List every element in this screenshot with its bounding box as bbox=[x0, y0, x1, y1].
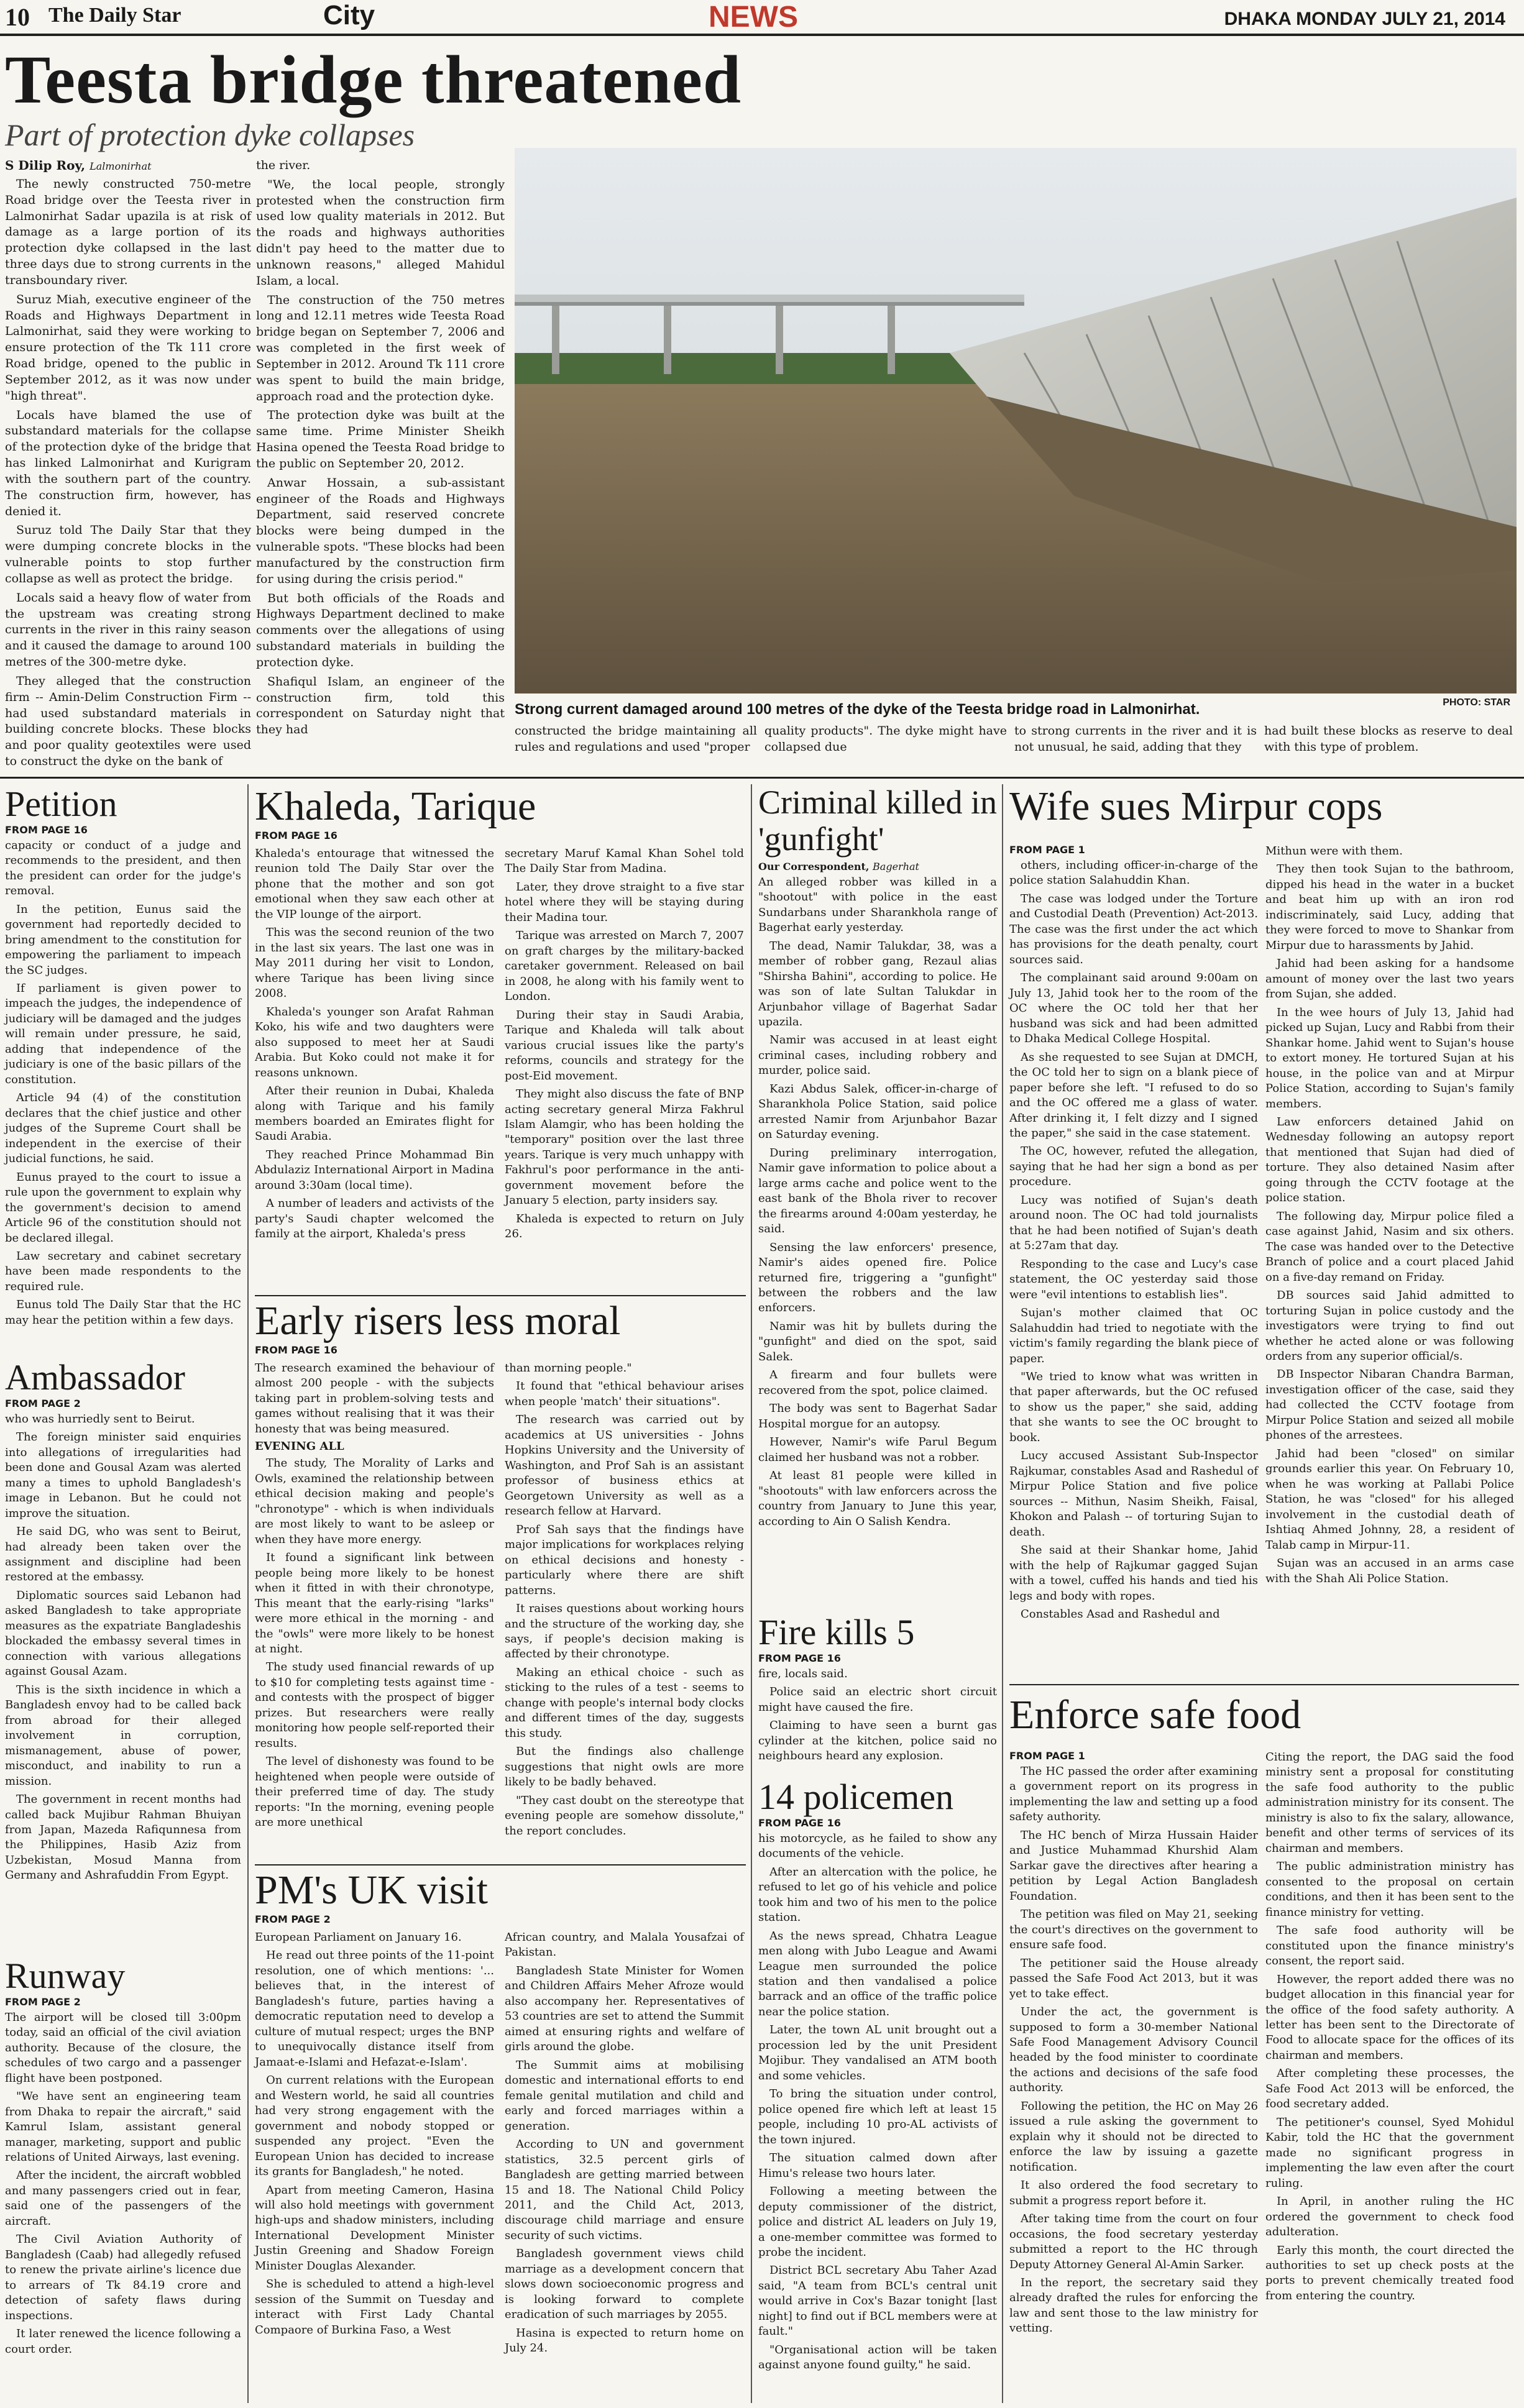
paragraph: DB Inspector Nibaran Chandra Barman, investigation officer of the case, said they had collected the CCTV footage from Mirpur Police Station and seized all mobile phones of the arrestees. bbox=[1265, 1368, 1514, 1442]
paragraph: Later, the town AL unit brought out a procession led by the unit President Mojibur. They vandalised an ATM booth and some vehicles. bbox=[758, 2023, 997, 2082]
paragraph: Law enforcers detained Jahid on Wednesday following an autopsy report that mentioned that Sujan had died of torture. They also detained Nasim after going through the CCTV footage at the police station. bbox=[1265, 1115, 1514, 1205]
story-enforce-safe-food bbox=[1009, 1692, 1519, 2335]
paragraph: If parliament is given power to impeach the judges, the independence of judiciary will be damaged and the judges will remain under pressure, he said, adding that independence of the judiciary is one of the basic pillars of the constitution. bbox=[5, 982, 241, 1086]
column-rule bbox=[751, 784, 752, 2403]
paragraph: At least 81 people were killed in "shootouts" with law enforcers across the country from January to June this year, according to Ain O Salish Kendra. bbox=[758, 1469, 997, 1528]
story-body bbox=[5, 2010, 241, 2357]
byline-name: S Dilip Roy bbox=[5, 158, 81, 173]
paragraph: Locals said a heavy flow of water from the upstream was creating strong currents in the river in this rainy season and it caused the damage to around 100 metres of the 300-metre dyke. bbox=[5, 590, 251, 669]
paragraph: Mithun were with them. bbox=[1265, 845, 1403, 858]
paragraph: "Organisational action will be taken against anyone found guilty," he said. bbox=[758, 2343, 997, 2372]
paragraph: Sensing the law enforcers' presence, Namir's aides opened fire. Police returned fire, triggering a "gunfight" between the robbers and the law enforcers. bbox=[758, 1240, 997, 1315]
story-column-2 bbox=[1265, 844, 1514, 1590]
paragraph: The Civil Aviation Authority of Bangladesh (Caab) had allegedly refused to renew the private airline's licence due to arrears of Tk 84.19 crore and detection of safety flaws during inspections. bbox=[5, 2233, 241, 2322]
paragraph: It later renewed the licence following a court order. bbox=[5, 2327, 241, 2356]
paragraph: After taking time from the court on four occasions, the food secretary yesterday submitted a report to the HC through Deputy Attorney General Al-Amin Sarker. bbox=[1009, 2212, 1258, 2271]
paragraph: Suruz told The Daily Star that they were dumping concrete blocks in the vulnerable points to stop further collapse as well as protect the bridge. bbox=[5, 523, 251, 585]
paragraph: But both officials of the Roads and Highways Department declined to make comments over the allegations of using substandard materials in building the protection dyke. bbox=[256, 591, 505, 669]
lead-headline: Teesta bridge threatened bbox=[5, 42, 742, 117]
lead-tail-column-3 bbox=[1014, 723, 1257, 759]
story-14-policemen bbox=[758, 1777, 997, 2376]
paragraph: They then took Sujan to the bathroom, dipped his head in the water in a bucket and beat him up with an iron rod indiscriminately, said Lucy, adding that they were forced to move to Shankar from Mirpur due to harassments by Jahid. bbox=[1265, 863, 1514, 952]
paragraph: the river. bbox=[256, 158, 311, 172]
paragraph: They might also discuss the fate of BNP acting secretary general Mirza Fakhrul Islam Alamgir, who has been holding the "temporary" position over the last three years. Tarique is very much unhappy with Fakhrul's poor performance in the anti-government movement before the January 5 election, party insiders say. bbox=[505, 1087, 744, 1207]
photo-credit: PHOTO: STAR bbox=[1443, 697, 1510, 708]
paragraph: Citing the report, the DAG said the food ministry sent a proposal for constituting the safe food authority to the public administration ministry for its consent. The ministry is also to fix the salary, allowance, benefit and other terms of services of its chairman and members. bbox=[1265, 1751, 1514, 1855]
story-headline: Khaleda, Tarique bbox=[255, 784, 536, 829]
paragraph: The complainant said around 9:00am on July 13, Jahid took her to the room of the OC where the OC told her that her husband was sick and had been admitted to Dhaka Medical College Hospital. bbox=[1009, 971, 1258, 1046]
paragraph: Following the petition, the HC on May 26 issued a rule asking the government to explain why it should not be directed to enforce the law by issuing a gazette notification. bbox=[1009, 2099, 1258, 2174]
paragraph: Bangladesh government views child marriage as a development concern that slows down socioeconomic progress and is looking forward to complete eradication of such marriages by 2055. bbox=[505, 2247, 744, 2322]
paragraph: Lucy accused Assistant Sub-Inspector Rajkumar, constables Asad and Rashedul of Mirpur Police Station and five police sources -- Mithun, Nasim Sheikh, Faisal, Khokon and Palash -- of torturing Sujan to death. bbox=[1009, 1449, 1258, 1539]
paragraph: The research examined the behaviour of almost 200 people - with the subjects taking part in problem-solving tests and games without realising that it was their honesty that was being measured. bbox=[255, 1362, 494, 1435]
paragraph: Anwar Hossain, a sub-assistant engineer of the Roads and Highways Department, said reserved concrete blocks were being dumped in the vulnerable spots. "These blocks had been manufactured by the construction firm for using during the crisis period." bbox=[256, 475, 505, 586]
paragraph: In the wee hours of July 13, Jahid had picked up Sujan, Lucy and Rabbi from their Shankar home. Jahid went to Sujan's house to extort money. He tortured Sujan at his house, in the police van and at Mirpur Police Station, according to Sujan's family members. bbox=[1265, 1005, 1514, 1110]
paragraph: Making an ethical choice - such as sticking to the rules of a test - seems to change with people's internal body clocks and different times of the day, suggests this study. bbox=[505, 1665, 744, 1740]
paragraph: Lucy was notified of Sujan's death around noon. The OC had told journalists that he had been notified of Sujan's death at 5:27am that day. bbox=[1009, 1193, 1258, 1253]
paragraph: After completing these processes, the Safe Food Act 2013 will be enforced, the food secretary added. bbox=[1265, 2067, 1514, 2111]
paragraph: European Parliament on January 16. bbox=[255, 1931, 462, 1944]
section-divider bbox=[0, 777, 1524, 779]
story-pm-uk-visit bbox=[255, 1867, 746, 2355]
paragraph: They alleged that the construction firm -- Amin-Delim Construction Firm -- had used substandard materials in building concrete blocks. These blocks and poor quality geotextiles were used to construct the dyke on the bank of bbox=[5, 674, 251, 768]
header-rule bbox=[0, 34, 1524, 36]
paragraph: The HC bench of Mirza Hussain Haider and Justice Muhammad Khurshid Alam Sarkar gave the directives after hearing a petition by Legal Action Bangladesh Foundation. bbox=[1009, 1828, 1258, 1903]
paragraph: secretary Maruf Kamal Khan Sohel told The Daily Star from Madina. bbox=[505, 847, 744, 876]
lead-tail-column-4 bbox=[1264, 723, 1513, 759]
paragraph: After the incident, the aircraft wobbled and many passengers cried out in fear, said one of the passengers of the aircraft. bbox=[5, 2169, 241, 2228]
story-body bbox=[758, 875, 997, 1529]
paragraph: After their reunion in Dubai, Khaleda along with Tarique and his family members boarded an Emirates flight for Saudi Arabia. bbox=[255, 1084, 494, 1143]
paragraph: The dead, Namir Talukdar, 38, was a member of robber gang, Rezaul alias "Shirsha Bahini", according to police. He was son of late Sultan Talukdar in Arjunbahor village of Bagerhat Sadar upazila. bbox=[758, 939, 997, 1028]
paragraph: Diplomatic sources said Lebanon had asked Bangladesh to take appropriate measures as the expatriate Bangladeshis blockaded the embassy several times in connection with various allegations against Gousal Azam. bbox=[5, 1588, 241, 1678]
lead-column-2 bbox=[256, 158, 505, 741]
paragraph: Early this month, the court directed the authorities to set up check posts at the ports to prevent chemically treated food from entering the country. bbox=[1265, 2243, 1514, 2302]
story-body bbox=[5, 838, 241, 1329]
from-page: FROM PAGE 1 bbox=[1009, 1750, 1085, 1762]
from-page: FROM PAGE 16 bbox=[5, 823, 88, 836]
paragraph: Eunus prayed to the court to issue a rule upon the government to explain why the government's decision to amend Article 96 of the constitution should not be declared illegal. bbox=[5, 1170, 241, 1245]
paragraph: his motorcycle, as he failed to show any documents of the vehicle. bbox=[758, 1831, 997, 1861]
paragraph: Namir was accused in at least eight criminal cases, including robbery and murder, police said. bbox=[758, 1033, 997, 1078]
paragraph: Responding to the case and Lucy's case statement, the OC yesterday said those were "evil intentions to establish lies". bbox=[1009, 1257, 1258, 1301]
paragraph: District BCL secretary Abu Taher Azad said, "A team from BCL's central unit would arrive in Cox's Bazar tonight [last night] to find out if BCL members were at fault." bbox=[758, 2264, 997, 2338]
paragraph: A firearm and four bullets were recovered from the spot, police claimed. bbox=[758, 1368, 997, 1397]
paragraph: The following day, Mirpur police filed a case against Jahid, Nasim and six others. The case was handed over to the Detective Branch of police and a court placed Jahid on a five-day remand on Friday. bbox=[1265, 1209, 1514, 1284]
story-column-1 bbox=[255, 1361, 494, 1834]
paragraph: It also ordered the food secretary to submit a progress report before it. bbox=[1009, 2179, 1258, 2207]
story-headline: Ambassador bbox=[5, 1357, 185, 1398]
paragraph: As the news spread, Chhatra League men along with Jubo League and Awami League men surrounded the police station and then vandalised a police barrack and an office of the traffic police near the police station. bbox=[758, 1929, 997, 2018]
story-headline: Fire kills 5 bbox=[758, 1612, 915, 1652]
paragraph: DB sources said Jahid admitted to torturing Sujan in police custody and the investigators were trying to find out whether he acted alone or was following orders from any superior official/s. bbox=[1265, 1289, 1514, 1363]
paragraph: According to UN and government statistics, 32.5 percent girls of Bangladesh are getting married between 15 and 18. The National Child Policy 2011, and the Child Act, 2013, discourage child marriage and ensure security of such victims. bbox=[505, 2138, 744, 2242]
paragraph: The government in recent months had called back Mujibur Rahman Bhuiyan from Japan, Mazeda Rafiqunnesa from the Philippines, Hasib Aziz from Uzbekistan, Mosud Manna from Germany and Ashrafuddin From Egypt. bbox=[5, 1793, 241, 1882]
lead-photo bbox=[515, 148, 1517, 694]
paragraph: She said at their Shankar home, Jahid with the help of Rajkumar gagged Sujan with a towel, cuffed his hands and tied his legs and body with ropes. bbox=[1009, 1544, 1258, 1603]
story-body bbox=[758, 1831, 997, 2373]
paragraph: than morning people." bbox=[505, 1362, 632, 1375]
lead-tail-column-2 bbox=[764, 723, 1007, 759]
paragraph: Police said an electric short circuit might have caused the fire. bbox=[758, 1685, 997, 1714]
paragraph: The foreign minister said enquiries into allegations of irregularities had been done and Gousal Azam was alerted many a times to uphold Bangladesh's image in Lebanon. But he could not improve the situation. bbox=[5, 1431, 241, 1520]
paragraph: Eunus told The Daily Star that the HC may hear the petition within a few days. bbox=[5, 1298, 241, 1327]
lead-subheadline: Part of protection dyke collapses bbox=[5, 117, 415, 152]
from-page: FROM PAGE 1 bbox=[1009, 844, 1085, 856]
paragraph: But the findings also challenge suggestions that night owls are more likely to be badly behaved. bbox=[505, 1745, 744, 1789]
from-page: FROM PAGE 16 bbox=[255, 829, 337, 841]
paragraph: Bangladesh State Minister for Women and Children Affairs Meher Afroze would also accompany her. Representatives of 53 countries are set to attend the Summit aimed at ensuring rights and welfare of girls around the globe. bbox=[505, 1964, 744, 2054]
paragraph: Sujan was an accused in an arms case with the Shah Ali Police Station. bbox=[1265, 1557, 1514, 1585]
paragraph: African country, and Malala Yousafzai of Pakistan. bbox=[505, 1931, 744, 1959]
paragraph: Constables Asad and Rashedul and bbox=[1021, 1608, 1220, 1621]
column-rule bbox=[247, 784, 249, 2403]
byline-place: Lalmonirhat bbox=[90, 160, 152, 172]
story-petition bbox=[5, 784, 241, 1331]
paragraph: After an altercation with the police, he refused to let go of his vehicle and police took him and two of his men to the police station. bbox=[758, 1865, 997, 1925]
paragraph: It found that "ethical behaviour arises when people 'match' their situations". bbox=[505, 1380, 744, 1408]
paragraph: The public administration ministry has consented to the proposal on certain conditions, and then it has been sent to the finance ministry for vetting. bbox=[1265, 1860, 1514, 1919]
dateline: DHAKA MONDAY JULY 21, 2014 bbox=[1224, 9, 1505, 29]
paragraph: Hasina is expected to return home on July 24. bbox=[505, 2326, 744, 2355]
paragraph: The safe food authority will be constituted upon the finance ministry's consent, the report said. bbox=[1265, 1924, 1514, 1968]
paragraph: Namir was hit by bullets during the "gunfight" and died on the spot, said Salek. bbox=[758, 1319, 997, 1363]
story-headline: PM's UK visit bbox=[255, 1867, 488, 1913]
paragraph: The body was sent to Bagerhat Sadar Hospital morgue for an autopsy. bbox=[758, 1402, 997, 1431]
paragraph: However, Namir's wife Parul Begum claimed her husband was not a robber. bbox=[758, 1435, 997, 1464]
paragraph: Following a meeting between the deputy commissioner of the district, police and district AL leaders on July 19, a one-member committee was formed to probe the incident. bbox=[758, 2185, 997, 2259]
from-page: FROM PAGE 16 bbox=[758, 1816, 841, 1829]
paragraph: To bring the situation under control, police opened fire which left at least 15 people, including 10 pro-AL activists of the town injured. bbox=[758, 2087, 997, 2146]
from-page: FROM PAGE 16 bbox=[758, 1652, 841, 1664]
paragraph: Apart from meeting Cameron, Hasina will also hold meetings with government high-ups and shadow ministers, including International Development Minister Justin Greening and Shadow Foreign Minister Douglas Alexander. bbox=[255, 2183, 494, 2273]
story-criminal-killed bbox=[758, 784, 997, 1532]
paragraph: The Summit aims at mobilising domestic and international efforts to end female genital mutilation and child and early and forced marriages within a generation. bbox=[505, 2058, 744, 2133]
story-column-1 bbox=[255, 846, 494, 1245]
story-column-2 bbox=[1265, 1750, 1514, 2307]
paragraph: The HC passed the order after examining a government report on its progress in implementing the law and setting up a food safety authority. bbox=[1009, 1765, 1258, 1824]
story-headline: Petition bbox=[5, 784, 117, 824]
section-name: City bbox=[323, 0, 375, 30]
paragraph: to strong currents in the river and it is not unusual, he said, adding that they bbox=[1014, 724, 1257, 754]
paragraph: The situation calmed down after Himu's release two hours later. bbox=[758, 2151, 997, 2180]
paragraph: capacity or conduct of a judge and recommends to the president, and then the president can order for the judge's removal. bbox=[5, 838, 241, 898]
paragraph: Khaleda is expected to return on July 26. bbox=[505, 1212, 744, 1241]
paragraph: The petitioner's counsel, Syed Mohidul Kabir, told the HC that the government made no significant progress in implementing the law even after the court ruling. bbox=[1265, 2115, 1514, 2190]
story-headline: Enforce safe food bbox=[1009, 1692, 1301, 1737]
story-column-1 bbox=[255, 1930, 494, 2341]
paragraph: Prof Sah says that the findings have major implications for workplaces relying on ethical decisions and honesty - particularly where there are shift patterns. bbox=[505, 1522, 744, 1597]
story-headline: 14 policemen bbox=[758, 1777, 954, 1817]
story-fire bbox=[758, 1613, 997, 1767]
paragraph: The petition was filed on May 21, seeking the court's directives on the government to ensure safe food. bbox=[1009, 1908, 1258, 1952]
paragraph: The petitioner said the House already passed the Safe Food Act 2013, but it was yet to take effect. bbox=[1009, 1956, 1258, 2000]
photo-caption: Strong current damaged around 100 metres of the dyke of the Teesta bridge road in Lalmonirhat. bbox=[515, 701, 1200, 718]
paragraph: Jahid had been "closed" on similar grounds earlier this year. On February 10, when he was working at Pallabi Police Station, he was "closed" for his alleged involvement in the custodial death of Ishtiaq Ahmed Johnny, 28, a resident of Talab camp in Mirpur-11. bbox=[1265, 1447, 1514, 1552]
photo-caption-bar bbox=[515, 696, 1517, 723]
story-headline: Runway bbox=[5, 1956, 126, 1996]
story-early-risers bbox=[255, 1298, 746, 1838]
story-column-1 bbox=[1009, 844, 1258, 1626]
paragraph: The study, The Morality of Larks and Owls, examined the relationship between ethical decision making and people's "chronotype" - which is when individuals are most likely to want to be asleep or when they have more energy. bbox=[255, 1457, 494, 1546]
paragraph: Later, they drove straight to a five star hotel where they will be staying during their Madina tour. bbox=[505, 880, 744, 924]
story-column-2 bbox=[505, 1930, 744, 2360]
lead-tail-column-1 bbox=[515, 723, 757, 759]
paragraph: The OC, however, refuted the allegation, saying that he had her sign a bond as per procedure. bbox=[1009, 1145, 1258, 1189]
paragraph: The protection dyke was built at the same time. Prime Minister Sheikh Hasina opened the Teesta Road bridge to the public on September 20, 2012. bbox=[256, 408, 505, 470]
paragraph: Article 94 (4) of the constitution declares that the chief justice and other judges of the Supreme Court shall be independent in the exercise of their judicial functions, he said. bbox=[5, 1091, 241, 1166]
byline-place: Bagerhat bbox=[873, 860, 919, 872]
byline-name: Our Correspondent bbox=[758, 860, 866, 872]
paragraph: "We have sent an engineering team from Dhaka to repair the aircraft," said Kamrul Islam, assistant general manager, marketing, support and public relations of United Airways, last evening. bbox=[5, 2090, 241, 2164]
paragraph: It found a significant link between people being more likely to be honest when it fitted in with their chronotype, This meant that the early-rising "larks" were more ethical in the morning - and the "owls" were more likely to be honest at night. bbox=[255, 1551, 494, 1655]
story-divider bbox=[255, 1864, 746, 1866]
paragraph: As she requested to see Sujan at DMCH, the OC told her to sign on a blank piece of paper before she left. "I refused to do so and the OC offered me a glass of water. After drinking it, I felt dizzy and I signed the paper," she said in the case statement. bbox=[1009, 1050, 1258, 1140]
story-runway bbox=[5, 1956, 241, 2360]
from-page: FROM PAGE 2 bbox=[255, 1913, 331, 1925]
paragraph: The newly constructed 750-metre Road bridge over the Teesta river in Lalmonirhat Sadar upazila is at risk of damage as a large portion of its protection dyke collapsed in the last three days due to strong currents in the transboundary river. bbox=[5, 177, 251, 287]
paragraph: During their stay in Saudi Arabia, Tarique and Khaleda will talk about various crucial issues like the party's reforms, councils and strategy for the post-Eid movement. bbox=[505, 1008, 744, 1083]
paragraph: On current relations with the European and Western world, he said all countries had very strong engagement with the government and nobody stopped or suspended any project. "Even the European Union has decided to increase its grants for Bangladesh," he noted. bbox=[255, 2074, 494, 2179]
from-page: FROM PAGE 2 bbox=[5, 1397, 81, 1409]
paragraph: The case was lodged under the Torture and Custodial Death (Prevention) Act-2013. The case was the first under the act which has provisions for the death penalty, court sources said. bbox=[1009, 892, 1258, 966]
paragraph: "We, the local people, strongly protested when the construction firm used low quality materials in 2012. But the roads and highways authorities didn't pay heed to the matter due to unknown reasons," alleged Mahidul Islam, a local. bbox=[256, 177, 505, 288]
paragraph: Under the act, the government is supposed to form a 30-member National Safe Food Management Advisory Council headed by the food minister to coordinate the actions and decisions of the safe food authority. bbox=[1009, 2005, 1258, 2095]
paragraph: A number of leaders and activists of the party's Saudi chapter welcomed the family at the airport, Khaleda's press bbox=[255, 1197, 494, 1241]
lead-column-1 bbox=[5, 158, 251, 773]
paragraph: He said DG, who was sent to Beirut, had already been taken over the assignment and discipline had been restored at the embassy. bbox=[5, 1525, 241, 1584]
paragraph: He read out three points of the 11-point resolution, one of which mentions: '... believes that, in the interest of Bangladesh's future, parties having a democratic reputation need to develop a culture of mutual respect; urges the BNP to unequivocally distance itself from Jamaat-e-Islami and Hefazat-e-Islam'. bbox=[255, 1949, 494, 2069]
paragraph: The study used financial rewards of up to $10 for completing tests against time - and contests with the prospect of bigger prizes. But researchers were really monitoring how people self-reported their results. bbox=[255, 1660, 494, 1750]
paragraph: Locals have blamed the use of substandard materials for the collapse of the protection dyke of the bridge that has linked Lalmonirhat and Kurigram with the southern part of the country. The construction firm, however, has denied it. bbox=[5, 408, 251, 518]
paragraph: The research was carried out by academics at US universities - Johns Hopkins University and the University of Washington, and Prof Sah is an assistant professor of business ethics at Georgetown University as well as a research fellow at Harvard. bbox=[505, 1413, 744, 1518]
paragraph: However, the report added there was no budget allocation in this financial year for the office of the food safety authority. A letter has been sent to the Directorate of Food to allocate space for the offices of its chairman and members. bbox=[1265, 1972, 1514, 2062]
crosshead: EVENING ALL bbox=[255, 1440, 344, 1453]
paragraph: Khaleda's younger son Arafat Rahman Koko, his wife and two daughters were also supposed to meet her at Saudi Arabia. But Koko could not make it for reasons unknown. bbox=[255, 1005, 494, 1079]
paragraph: Kazi Abdus Salek, officer-in-charge of Sharankhola Police Station, said police arrested Namir from Arjunbahor Bazar on Saturday evening. bbox=[758, 1082, 997, 1142]
paragraph: Khaleda's entourage that witnessed the reunion told The Daily Star over the phone that the mother and son got emotional when they saw each other at the VIP lounge of the airport. bbox=[255, 847, 494, 921]
story-divider bbox=[255, 1295, 746, 1296]
section-tag: NEWS bbox=[709, 1, 798, 34]
paragraph: Sujan's mother claimed that OC Salahuddin had tried to negotiate with the victim's family regarding the blank piece of paper. bbox=[1009, 1306, 1258, 1365]
paragraph: This is the sixth incidence in which a Bangladesh envoy had to be called back from abroad for their alleged involvement in corruption, mismanagement, abuse of power, misconduct, and inability to run a mission. bbox=[5, 1683, 241, 1788]
paragraph: This was the second reunion of the two in the last six years. The last one was in May 2011 during her visit to London, where Tarique has been living since 2008. bbox=[255, 926, 494, 1000]
paragraph: She is scheduled to attend a high-level session of the Summit on Tuesday and interact with First Lady Chantal Compaore of Burkina Faso, a West bbox=[255, 2278, 494, 2337]
paragraph: In the report, the secretary said they already drafted the rules for enforcing the law and sent those to the law ministry for vetting. bbox=[1009, 2276, 1258, 2335]
paragraph: "We tried to know what was written in that paper afterwards, but the OC refused to show us the paper," she said, adding that she wants to see the OC brought to book. bbox=[1009, 1370, 1258, 1444]
lead-byline: S Dilip Roy, Lalmonirhat bbox=[5, 158, 152, 173]
from-page: FROM PAGE 2 bbox=[5, 1995, 81, 2008]
dyke-photo-illustration bbox=[515, 148, 1517, 694]
story-column-2 bbox=[505, 846, 744, 1245]
paragraph: had built these blocks as reserve to deal with this type of problem. bbox=[1264, 724, 1513, 754]
story-body bbox=[5, 1412, 241, 1884]
story-headline: Early risers less moral bbox=[255, 1298, 621, 1344]
paragraph: others, including officer-in-charge of the police station Salahuddin Khan. bbox=[1009, 859, 1258, 887]
paragraph: fire, locals said. bbox=[758, 1667, 848, 1680]
story-column-2 bbox=[505, 1361, 744, 1842]
page-header bbox=[0, 0, 1524, 35]
paragraph: It raises questions about working hours and the structure of the working day, she says, if people's decision making is affected by their chronotype. bbox=[505, 1602, 744, 1661]
paragraph: who was hurriedly sent to Beirut. bbox=[5, 1412, 195, 1426]
story-khaleda bbox=[255, 784, 746, 1241]
paragraph: Tarique was arrested on March 7, 2007 on graft charges by the military-backed caretaker government. Released on bail in 2008, he along with his family went to London. bbox=[505, 929, 744, 1004]
paragraph: They reached Prince Mohammad Bin Abdulaziz International Airport in Madina around 3:30am (local time). bbox=[255, 1148, 494, 1192]
paragraph: Claiming to have seen a burnt gas cylinder at the kitchen, police said no neighbours heard any explosion. bbox=[758, 1719, 997, 1763]
paragraph: Jahid had been asking for a handsome amount of money over the last two years from Sujan, she added. bbox=[1265, 957, 1514, 1001]
paragraph: In the petition, Eunus said the government had reportedly decided to bring amendment to the constitution for empowering the parliament to impeach the SC judges. bbox=[5, 902, 241, 977]
paragraph: The airport will be closed till 3:00pm today, said an official of the civil aviation authority. Because of the closure, the schedules of two cargo and a passenger flight have been postponed. bbox=[5, 2010, 241, 2085]
paragraph: Suruz Miah, executive engineer of the Roads and Highways Department in Lalmonirhat, said they were working to ensure protection of the Tk 111 crore Road bridge, opened to the public in September 2012, as it was now under "high threat". bbox=[5, 292, 251, 403]
paragraph: quality products". The dyke might have collapsed due bbox=[764, 724, 1007, 754]
page-number: 10 bbox=[5, 3, 30, 31]
story-headline: Wife sues Mirpur cops bbox=[1009, 784, 1383, 829]
from-page: FROM PAGE 16 bbox=[255, 1344, 337, 1356]
story-ambassador bbox=[5, 1358, 241, 1887]
story-wife-sues bbox=[1009, 784, 1519, 1621]
paragraph: During preliminary interrogation, Namir gave information to police about a large arms cache and police went to the east bank of the Bhola river to recover the firearms around 4:00am yesterday, he said. bbox=[758, 1146, 997, 1236]
story-divider bbox=[1009, 1684, 1519, 1685]
column-rule bbox=[1002, 784, 1003, 2403]
paragraph: In April, in another ruling the HC ordered the government to check food adulteration. bbox=[1265, 2195, 1514, 2239]
story-body bbox=[758, 1667, 997, 1764]
paper-name: The Daily Star bbox=[48, 4, 181, 27]
paragraph: The level of dishonesty was found to be heightened when people were outside of their preferred time of day. The study reports: "In the morning, evening people are more unethical bbox=[255, 1755, 494, 1829]
paragraph: The construction of the 750 metres long and 12.11 metres wide Teesta Road bridge began on September 7, 2006 and was completed in the first week of September in 2012. Around Tk 111 crore was spent to build the main bridge, approach road and the protection dyke. bbox=[256, 293, 505, 403]
paragraph: constructed the bridge maintaining all rules and regulations and used "proper bbox=[515, 724, 757, 754]
paragraph: An alleged robber was killed in a "shootout" with police in the east Sundarbans under Sharankhola range of Bagerhat early yesterday. bbox=[758, 875, 997, 935]
story-column-1 bbox=[1009, 1750, 1258, 2340]
paragraph: "They cast doubt on the stereotype that evening people are somehow dissolute," the report concludes. bbox=[505, 1793, 744, 1838]
paragraph: Law secretary and cabinet secretary have been made respondents to the required rule. bbox=[5, 1249, 241, 1293]
story-byline: Our Correspondent, Bagerhat bbox=[758, 860, 919, 872]
paragraph: Shafiqul Islam, an engineer of the construction firm, told this correspondent on Saturday night that they had bbox=[256, 674, 505, 737]
story-headline: Criminal killed in 'gunfight' bbox=[758, 784, 997, 858]
